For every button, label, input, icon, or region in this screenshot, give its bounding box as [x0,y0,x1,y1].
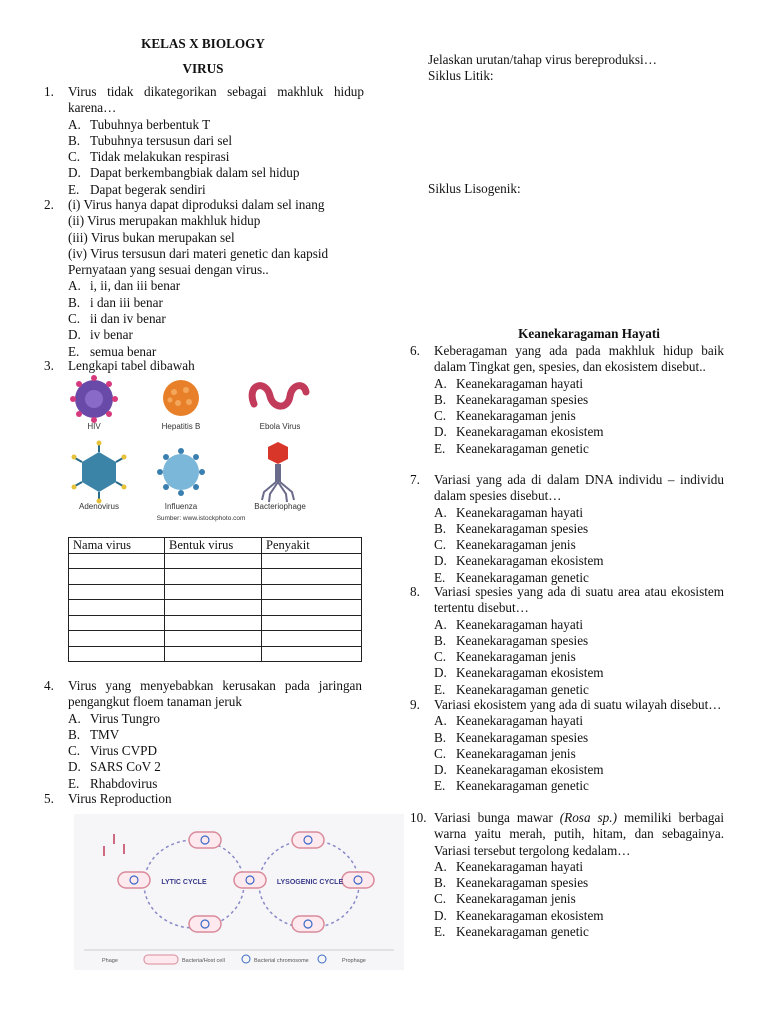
option-letter: E. [434,569,446,585]
option-letter: E. [434,681,446,697]
option-letter: A. [434,616,447,632]
question-number: 1. [44,84,54,99]
answer-option[interactable] [434,424,724,440]
answer-option[interactable] [434,924,724,940]
option-letter: A. [68,710,81,726]
option-text: Tidak melakukan respirasi [90,149,230,165]
answer-option[interactable] [434,875,724,891]
image-source: Sumber: www.istockphoto.com [156,515,246,522]
option-letter: B. [434,729,447,745]
option-letter: C. [68,149,81,165]
table-header-cell: Bentuk virus [165,538,262,554]
answer-option[interactable] [68,278,364,294]
table-row [69,553,362,569]
answer-option[interactable] [434,908,724,924]
option-text: Keanekaragaman genetic [456,924,589,940]
ebola-virus-icon [252,386,306,407]
option-text: Keanekaragaman hayati [456,375,584,391]
table-cell[interactable] [69,584,165,600]
answer-option[interactable] [68,727,362,743]
legend-label: Bacteria/Host cell [182,958,225,964]
option-text: Keanekaragaman spesies [456,520,589,536]
class-title: KELAS X BIOLOGY [141,36,265,51]
legend-label: Bacterial chromosome [254,958,309,964]
option-text: Rhabdovirus [90,775,158,791]
option-text: Keanekaragaman spesies [456,875,589,891]
table-cell[interactable] [69,553,165,569]
question-3 [38,358,364,374]
option-text: TMV [90,726,120,742]
table-row [69,569,362,585]
lytic-cycle-label: LYTIC CYCLE [161,879,207,886]
virus-illustrations [66,374,326,524]
answer-option[interactable] [68,711,362,727]
virus-label: Influenza [164,502,198,511]
option-letter: D. [68,165,81,181]
option-text: Keanekaragaman spesies [456,729,589,745]
table-cell[interactable] [262,584,362,600]
answer-option[interactable] [68,311,364,327]
option-text: Dapat berkembangbiak dalam sel hidup [90,165,300,181]
answer-option[interactable] [434,859,724,875]
statement: (iv) Virus tersusun dari materi genetic dan kapsid [68,245,329,261]
option-text: Keanekaragaman ekosistem [456,665,604,681]
table-cell[interactable] [262,631,362,647]
option-letter: E. [68,181,80,197]
option-letter: E. [434,440,446,456]
option-letter: B. [68,132,81,148]
reproduction-diagram [74,814,404,970]
question-number: 2. [44,197,54,212]
question-9 [404,697,724,795]
option-letter: E. [68,775,80,791]
answer-option[interactable] [434,505,724,521]
answer-option[interactable] [434,746,724,762]
answer-option[interactable] [434,682,724,698]
stem-part: Variasi bunga mawar [434,810,560,825]
option-letter: E. [68,343,80,359]
option-text: Keanekaragaman spesies [456,391,589,407]
option-letter: C. [434,537,447,553]
option-text: Keanekaragaman hayati [456,504,584,520]
option-letter: A. [434,858,447,874]
option-letter: D. [434,665,447,681]
question-number: 6. [410,343,420,358]
option-text: Keanekaragaman hayati [456,713,584,729]
option-text: ii dan iv benar [90,311,166,327]
legend-label: Phage [102,958,118,964]
option-text: i, ii, dan iii benar [90,278,181,294]
question-number: 8. [410,584,420,599]
question-stem: Virus yang menyebabkan kerusakan pada jaringan pengangkut floem tanaman jeruk [68,678,362,710]
option-text: Keanekaragaman jenis [456,408,576,424]
influenza-icon [157,448,205,496]
answer-option[interactable] [68,165,364,181]
option-letter: B. [68,726,81,742]
option-text: Keanekaragaman genetic [456,569,589,585]
hiv-virus-icon [70,375,118,423]
option-letter: D. [434,762,447,778]
table-cell[interactable] [165,569,262,585]
question-7 [404,472,724,586]
answer-option[interactable] [434,762,724,778]
option-letter: C. [68,311,81,327]
option-letter: D. [434,424,447,440]
table-row [69,615,362,631]
lysogenic-cycle-label: LYSOGENIC CYCLE [276,879,344,886]
option-letter: C. [434,649,447,665]
question-stem: Virus Reproduction [68,791,172,806]
lytic-answer-label: Siklus Litik: [428,68,494,83]
answer-option[interactable] [434,392,724,408]
question-stem: Virus tidak dikategorikan sebagai makhluk hidup karena… [68,84,364,116]
option-letter: D. [68,327,81,343]
question-5 [38,791,362,807]
reproduction-prompt: Jelaskan urutan/tahap virus bereproduksi… [428,52,657,67]
answer-option[interactable] [434,665,724,681]
option-letter: A. [68,278,81,294]
question-stem: Lengkapi tabel dibawah [68,358,195,373]
answer-option[interactable] [434,521,724,537]
question-2 [38,197,364,360]
question-number: 4. [44,678,54,693]
option-text: Keanekaragaman spesies [456,632,589,648]
answer-option[interactable] [68,133,364,149]
table-header-cell: Penyakit [262,538,362,554]
statement: (iii) Virus bukan merupakan sel [68,229,235,245]
option-letter: C. [68,743,81,759]
table-cell[interactable] [262,600,362,616]
option-text: Virus Tungro [90,710,160,726]
option-text: semua benar [90,343,157,359]
question-stem: Variasi ekosistem yang ada di suatu wilayah disebut… [434,697,722,712]
table-cell[interactable] [262,553,362,569]
answer-option[interactable] [434,408,724,424]
question-stem: Keberagaman yang ada pada makhluk hidup baik dalam Tingkat gen, spesies, dan ekosistem disebut.. [434,343,724,375]
option-letter: D. [434,907,447,923]
question-1 [38,84,364,198]
question-8 [404,584,724,698]
hepatitis-b-icon [163,380,199,416]
bacteriophage-icon [262,442,294,502]
answer-option[interactable] [434,537,724,553]
table-cell[interactable] [69,631,165,647]
option-text: Keanekaragaman jenis [456,891,576,907]
answer-option[interactable] [434,441,724,457]
option-letter: A. [434,504,447,520]
virus-label: Adenovirus [78,502,120,511]
answer-option[interactable] [68,776,362,792]
option-letter: A. [434,713,447,729]
option-text: Keanekaragaman ekosistem [456,762,604,778]
table-cell[interactable] [165,615,262,631]
option-letter: A. [68,116,81,132]
table-cell[interactable] [69,600,165,616]
option-text: Keanekaragaman jenis [456,649,576,665]
topic-title: VIRUS [182,61,224,76]
answer-option[interactable] [68,295,364,311]
virus-label: Ebola Virus [259,422,301,431]
question-10 [404,810,724,940]
answer-option[interactable] [434,617,724,633]
virus-image [66,374,326,524]
answer-option[interactable] [434,553,724,569]
table-cell[interactable] [69,569,165,585]
table-cell[interactable] [262,615,362,631]
option-text: SARS CoV 2 [90,759,161,775]
option-letter: B. [434,391,447,407]
table-cell[interactable] [165,631,262,647]
virus-label: HIV [87,422,101,431]
question-number: 10. [410,810,427,825]
answer-option[interactable] [434,633,724,649]
table-header-cell: Nama virus [69,538,165,554]
option-text: Tubuhnya berbentuk T [90,116,211,132]
question-number: 7. [410,472,420,487]
answer-option[interactable] [68,743,362,759]
legend-label: Prophage [342,958,366,964]
option-text: Keanekaragaman genetic [456,778,589,794]
option-letter: E. [434,778,446,794]
question-stem: Variasi yang ada di dalam DNA individu – individu dalam spesies disebut… [434,472,724,504]
option-letter: B. [434,632,447,648]
option-text: Keanekaragaman jenis [456,537,576,553]
table-cell[interactable] [262,646,362,662]
table-row [69,646,362,662]
adenovirus-icon [72,441,127,504]
answer-option[interactable] [68,117,364,133]
question-stem: Variasi spesies yang ada di suatu area atau ekosistem tertentu disebut… [434,584,724,616]
option-text: Keanekaragaman ekosistem [456,424,604,440]
answer-option[interactable] [434,778,724,794]
option-text: i dan iii benar [90,294,163,310]
lytic-lysogenic-diagram [74,814,404,970]
answer-option[interactable] [68,327,364,343]
species-name: (Rosa sp.) [559,810,617,825]
answer-option[interactable] [68,182,364,198]
option-letter: C. [434,745,447,761]
option-letter: A. [434,375,447,391]
statement: (ii) Virus merupakan makhluk hidup [68,213,261,229]
option-letter: C. [434,891,447,907]
option-letter: D. [434,553,447,569]
table-row [69,631,362,647]
table-cell[interactable] [69,615,165,631]
table-cell[interactable] [165,600,262,616]
option-text: Keanekaragaman genetic [456,440,589,456]
option-letter: C. [434,408,447,424]
option-letter: B. [68,294,81,310]
option-text: iv benar [90,327,133,343]
table-cell[interactable] [165,553,262,569]
option-text: Dapat begerak sendiri [90,181,206,197]
question-number: 9. [410,697,420,712]
option-letter: B. [434,875,447,891]
answer-option[interactable] [68,759,362,775]
question-number: 5. [44,791,54,806]
virus-table [68,537,362,662]
virus-label: Hepatitis B [161,422,201,431]
question-stem: Pernyataan yang sesuai dengan virus.. [68,262,269,278]
table-cell[interactable] [165,646,262,662]
option-letter: D. [68,759,81,775]
answer-option[interactable] [434,376,724,392]
answer-option[interactable] [434,649,724,665]
question-number: 3. [44,358,54,373]
option-text: Tubuhnya tersusun dari sel [90,132,233,148]
section-title: Keanekaragaman Hayati [518,326,660,341]
table-header-row [69,538,362,554]
option-text: Keanekaragaman hayati [456,616,584,632]
answer-option[interactable] [434,713,724,729]
option-text: Virus CVPD [90,743,157,759]
lysogenic-answer-label: Siklus Lisogenik: [428,181,521,196]
table-row [69,584,362,600]
stem-part: memiliki berbagai warna yaitu merah, putih, hitam, dan sebagainya. Variasi tersebut tergolong kedalam… [434,810,725,858]
question-6 [404,343,724,457]
question-4 [38,678,362,792]
option-text: Keanekaragaman genetic [456,681,589,697]
answer-option[interactable] [434,891,724,907]
option-text: Keanekaragaman ekosistem [456,553,604,569]
statement: (i) Virus hanya dapat diproduksi dalam sel inang [68,197,325,212]
table-cell[interactable] [69,646,165,662]
answer-option[interactable] [434,730,724,746]
answer-option[interactable] [68,149,364,165]
table-cell[interactable] [262,569,362,585]
option-letter: E. [434,924,446,940]
table-row [69,600,362,616]
virus-label: Bacteriophage [254,502,306,511]
table-cell[interactable] [165,584,262,600]
option-text: Keanekaragaman ekosistem [456,907,604,923]
question-stem [434,810,724,859]
option-text: Keanekaragaman jenis [456,745,576,761]
option-text: Keanekaragaman hayati [456,858,584,874]
option-letter: B. [434,520,447,536]
